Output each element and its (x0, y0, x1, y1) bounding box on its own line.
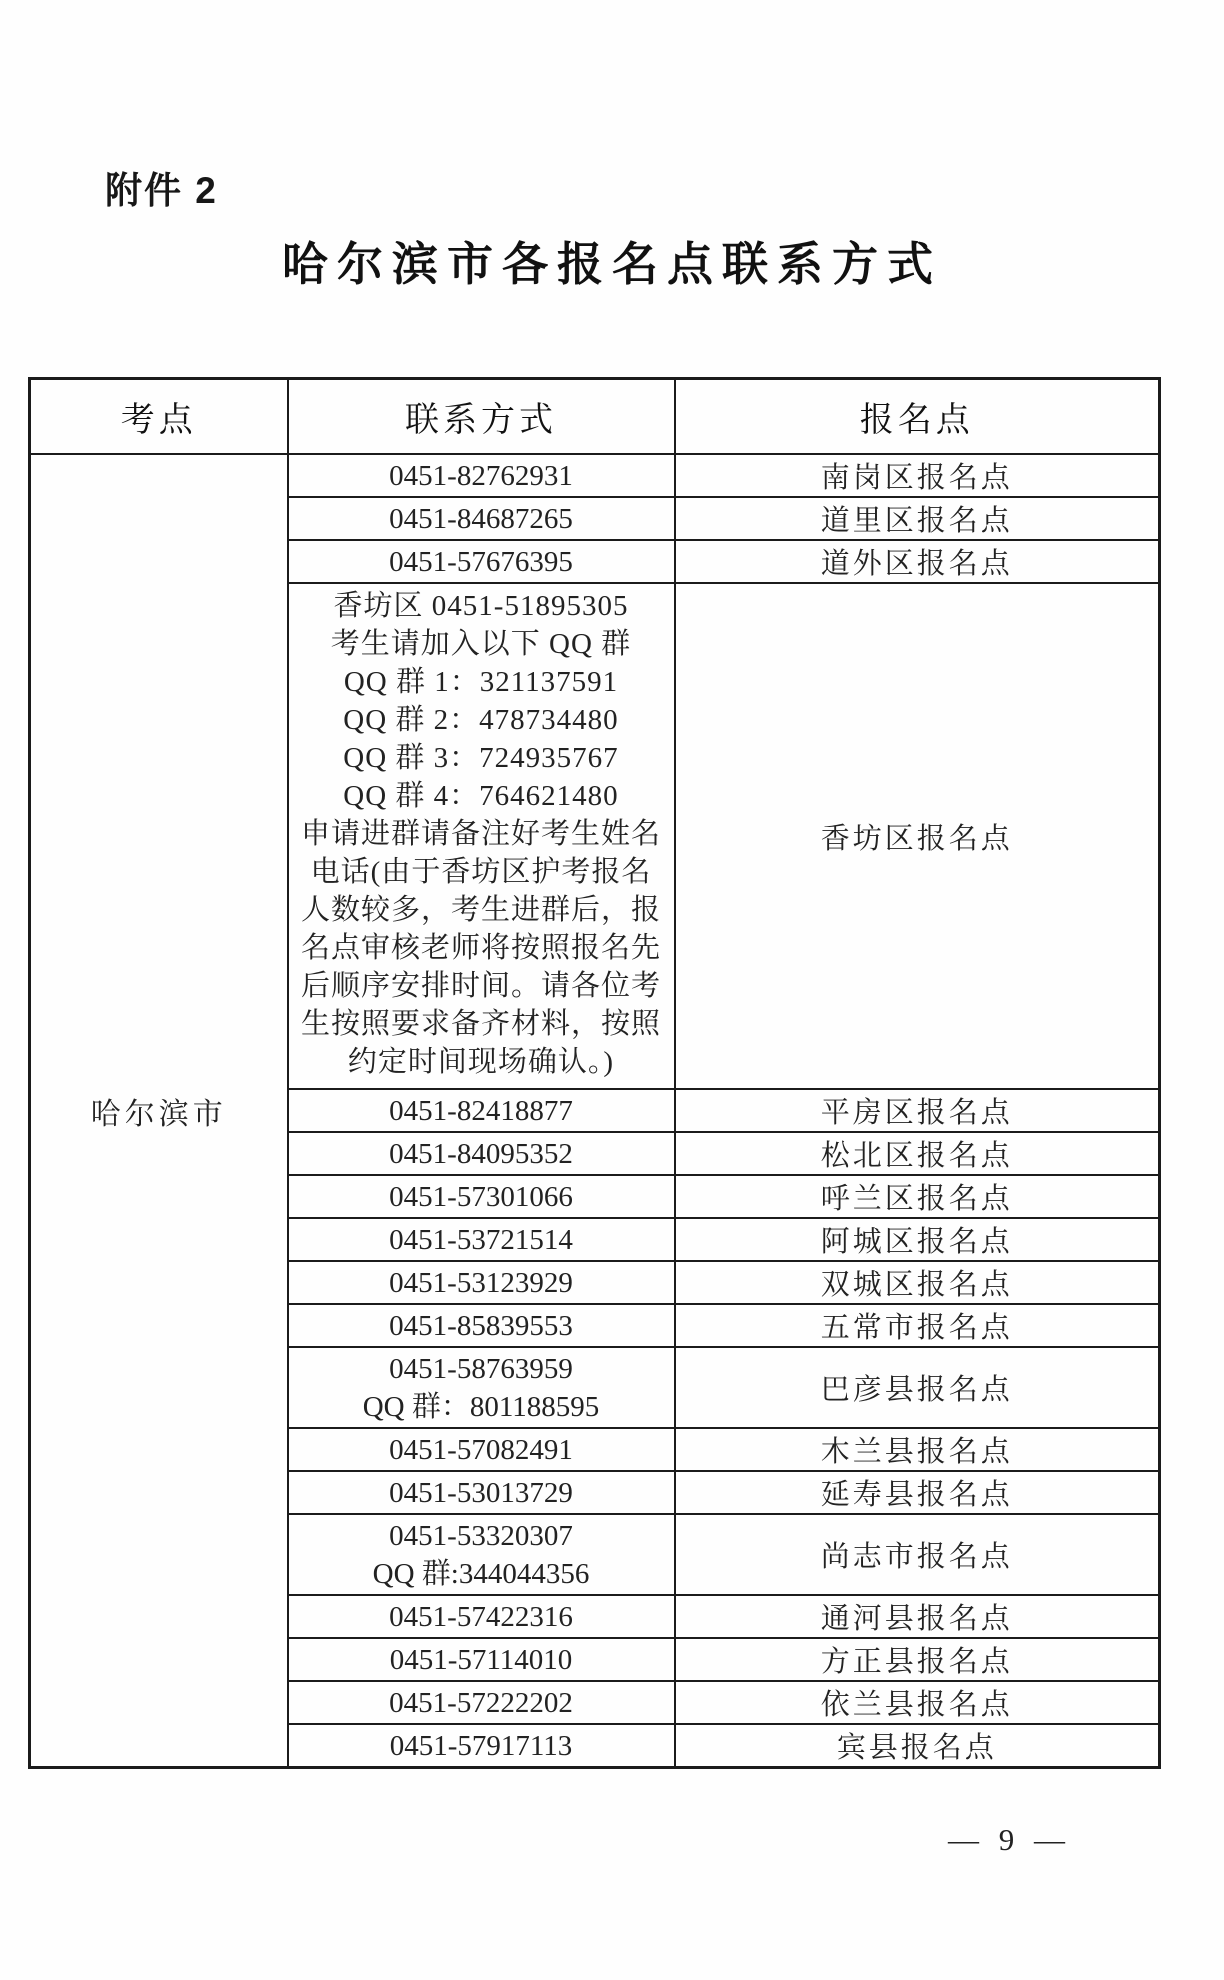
contact-line: 考生请加入以下 QQ 群 (330, 628, 632, 660)
registration-site-cell: 南岗区报名点 (675, 454, 1160, 497)
contact-line: QQ 群 3：724935767 (343, 742, 619, 774)
page-title: 哈尔滨市各报名点联系方式 (282, 239, 942, 290)
column-header-registration-site: 报名点 (675, 379, 1160, 455)
registration-site-cell: 平房区报名点 (675, 1089, 1160, 1132)
contact-line: 0451-58763959 (389, 1352, 573, 1385)
contact-line: 0451-82762931 (389, 459, 573, 492)
registration-site-cell: 宾县报名点 (675, 1724, 1160, 1768)
contact-line: 人数较多，考生进群后，报 (300, 894, 661, 926)
contact-cell (288, 1089, 675, 1132)
contact-line: QQ 群：801188595 (362, 1390, 600, 1423)
registration-site-cell: 延寿县报名点 (675, 1471, 1160, 1514)
contact-line: 申请进群请备注好考生姓名 (300, 818, 661, 850)
contact-cell (288, 1681, 675, 1724)
contact-cell (288, 1218, 675, 1261)
contact-line: 0451-57222202 (389, 1686, 573, 1719)
column-header-contact: 联系方式 (288, 379, 675, 455)
contact-cell (288, 583, 675, 1089)
contact-line: 0451-84687265 (389, 502, 573, 535)
contact-cell (288, 1428, 675, 1471)
table-header-row (30, 379, 1160, 455)
registration-site-cell: 木兰县报名点 (675, 1428, 1160, 1471)
contact-cell (288, 497, 675, 540)
table-row (30, 454, 1160, 497)
contact-cell (288, 1595, 675, 1638)
contact-line: QQ 群 4：764621480 (343, 780, 619, 812)
registration-site-cell: 松北区报名点 (675, 1132, 1160, 1175)
contact-line: 约定时间现场确认。) (347, 1046, 615, 1078)
contact-line: 0451-57301066 (389, 1180, 573, 1213)
contact-line: 0451-57422316 (389, 1600, 573, 1633)
contact-line: 0451-57917113 (389, 1729, 573, 1762)
contact-line: 0451-85839553 (389, 1309, 573, 1342)
contact-cell (288, 1304, 675, 1347)
registration-site-cell: 巴彦县报名点 (675, 1347, 1160, 1428)
registration-site-cell: 阿城区报名点 (675, 1218, 1160, 1261)
table-body (30, 454, 1160, 1768)
registration-site-cell: 呼兰区报名点 (675, 1175, 1160, 1218)
column-header-exam-site: 考点 (30, 379, 288, 455)
contact-line: 0451-53013729 (389, 1476, 573, 1509)
contact-cell (288, 454, 675, 497)
contact-cell (288, 540, 675, 583)
attachment-label: 附件 2 (105, 170, 218, 211)
contact-line: 香坊区 0451-51895305 (333, 590, 629, 622)
contact-line: 后顺序安排时间。请各位考 (300, 970, 661, 1002)
contact-line: 电话(由于香坊区护考报名 (310, 856, 652, 888)
registration-site-cell: 双城区报名点 (675, 1261, 1160, 1304)
contact-cell (288, 1638, 675, 1681)
contact-line: 0451-53721514 (389, 1223, 573, 1256)
contact-line: 生按照要求备齐材料，按照 (300, 1008, 661, 1040)
registration-site-cell: 五常市报名点 (675, 1304, 1160, 1347)
registration-site-cell: 香坊区报名点 (675, 583, 1160, 1089)
contact-line: QQ 群:344044356 (372, 1557, 590, 1590)
contact-line: 名点审核老师将按照报名先 (300, 932, 661, 964)
registration-site-cell: 通河县报名点 (675, 1595, 1160, 1638)
contact-cell (288, 1347, 675, 1428)
contact-line: 0451-57114010 (389, 1643, 573, 1676)
registration-site-cell: 依兰县报名点 (675, 1681, 1160, 1724)
registration-site-cell: 尚志市报名点 (675, 1514, 1160, 1595)
contact-line: 0451-53123929 (389, 1266, 573, 1299)
contact-line: 0451-57082491 (389, 1433, 573, 1466)
contact-line: 0451-53320307 (389, 1519, 573, 1552)
registration-site-cell: 道外区报名点 (675, 540, 1160, 583)
page-number: — 9 — (948, 1822, 1071, 1857)
contact-cell (288, 1132, 675, 1175)
contact-line: QQ 群 1：321137591 (343, 666, 619, 698)
contact-line: 0451-57676395 (389, 545, 573, 578)
contact-line: QQ 群 2：478734480 (343, 704, 619, 736)
contact-cell (288, 1175, 675, 1218)
exam-site-cell: 哈尔滨市 (30, 454, 288, 1768)
registration-site-cell: 方正县报名点 (675, 1638, 1160, 1681)
registration-site-cell: 道里区报名点 (675, 497, 1160, 540)
contact-line: 0451-84095352 (389, 1137, 573, 1170)
contact-cell (288, 1471, 675, 1514)
contact-cell (288, 1724, 675, 1768)
contact-cell (288, 1514, 675, 1595)
contact-table (28, 377, 1161, 1769)
contact-cell (288, 1261, 675, 1304)
contact-line: 0451-82418877 (389, 1094, 573, 1127)
